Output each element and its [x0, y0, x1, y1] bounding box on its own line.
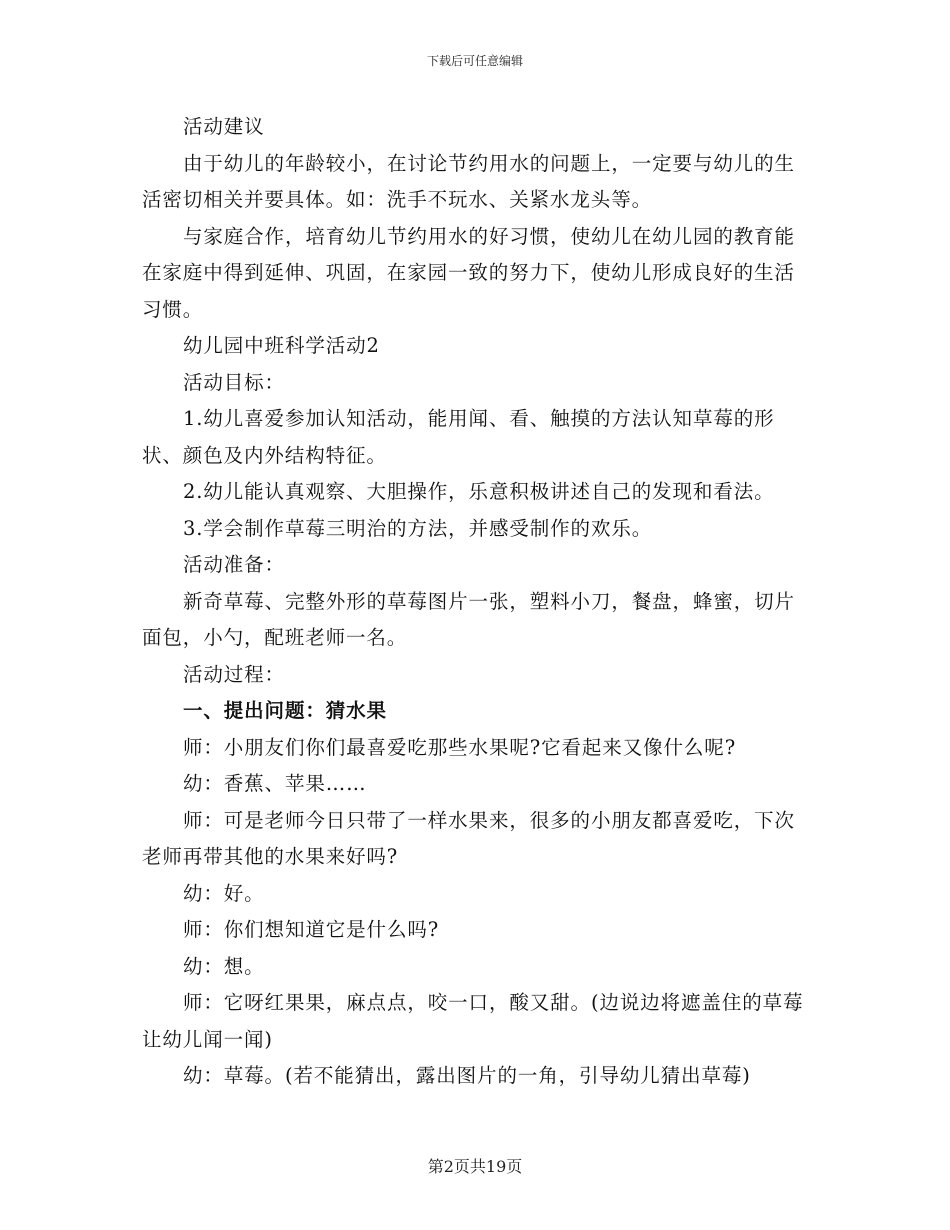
- paragraph: 活动准备：: [182, 553, 285, 576]
- paragraph: 活动目标：: [182, 370, 285, 394]
- paragraph: 3.学会制作草莓三明治的方法，并感受制作的欢乐。: [182, 516, 653, 540]
- section-heading: 一、提出问题：猜水果: [182, 699, 387, 722]
- paragraph: 幼：香蕉、苹果……: [182, 772, 367, 795]
- paragraph: 师：小朋友们你们最喜爱吃那些水果呢?它看起来又像什么呢?: [182, 735, 737, 759]
- paragraph: 幼：草莓。(若不能猜出，露出图片的一角，引导幼儿猜出草莓): [182, 1064, 751, 1087]
- paragraph: 1.幼儿喜爱参加认知活动，能用闻、看、触摸的方法认知草莓的形状、颜色及内外结构特征。: [142, 407, 775, 467]
- paragraph: 师：它呀红果果，麻点点，咬一口，酸又甜。(边说边将遮盖住的草莓让幼儿闻一闻): [142, 991, 804, 1051]
- paragraph: 活动过程：: [182, 662, 285, 686]
- paragraph: 师：可是老师今日只带了一样水果来，很多的小朋友都喜爱吃，下次老师再带其他的水果来好吗?: [142, 808, 795, 868]
- page-footer: 第2页共19页: [427, 1157, 523, 1176]
- paragraph: 由于幼儿的年龄较小，在讨论节约用水的问题上，一定要与幼儿的生活密切相关并要具体。如：洗手不玩水、关紧水龙头等。: [142, 151, 795, 211]
- document-body: [142, 109, 810, 1095]
- paragraph: 新奇草莓、完整外形的草莓图片一张，塑料小刀，餐盘，蜂蜜，切片面包，小勺，配班老师一名。: [142, 589, 795, 649]
- paragraph: 2.幼儿能认真观察、大胆操作，乐意积极讲述自己的发现和看法。: [182, 480, 775, 503]
- paragraph: 师：你们想知道它是什么吗?: [182, 918, 440, 941]
- paragraph: 幼：好。: [182, 881, 265, 905]
- page-header: 下载后可任意编辑: [426, 54, 523, 68]
- paragraph: 活动建议: [182, 115, 265, 138]
- paragraph: 幼：想。: [182, 954, 265, 978]
- paragraph: 与家庭合作，培育幼儿节约用水的好习惯，使幼儿在幼儿园的教育能在家庭中得到延伸、巩固，在家园一致的努力下，使幼儿形成良好的生活习惯。: [142, 224, 795, 321]
- paragraph: 幼儿园中班科学活动2: [182, 334, 380, 357]
